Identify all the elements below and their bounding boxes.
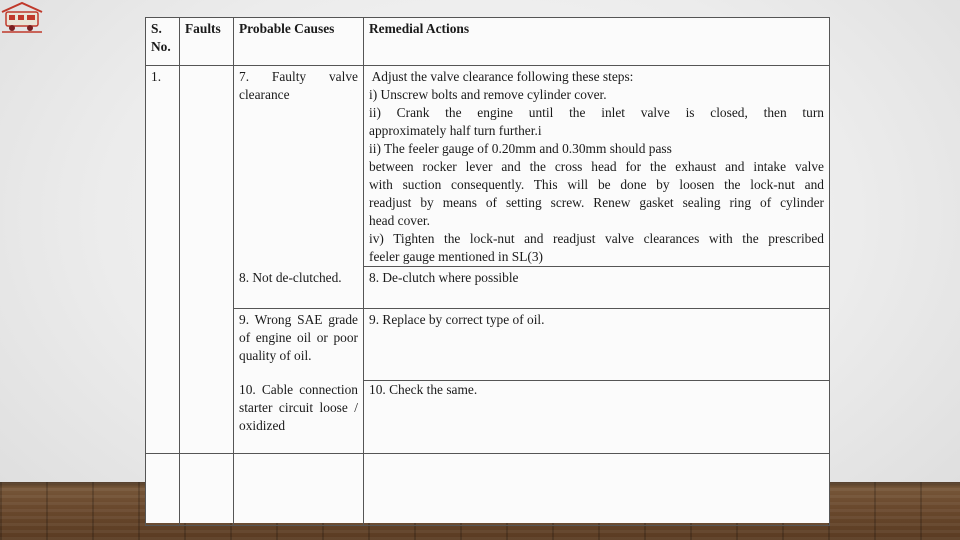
action-line: Adjust the valve clearance following these steps: (369, 69, 634, 84)
serial-number-cell: 1. (146, 66, 180, 454)
action-line: approximately half turn further.i (369, 123, 542, 138)
action-line: iv) Tighten the lock-nut and readjust valve clearances with the prescribed (369, 231, 824, 246)
action-line: ii) Crank the engine until the inlet valve is closed, then turn (369, 105, 824, 120)
cause-text: 9. Wrong SAE grade of engine oil or poor quality of oil. (239, 312, 358, 363)
action-line: readjust by means of setting screw. Renew gasket sealing ring of cylinder (369, 195, 824, 210)
cause-cell (234, 309, 364, 381)
table-header-row (146, 18, 830, 66)
header-sno: S. No. (146, 18, 180, 66)
cause-text: 7. Faulty valve clearance (239, 69, 358, 102)
action-line: head cover. (369, 213, 430, 228)
table-row-empty (146, 454, 830, 526)
table-row (146, 267, 830, 309)
action-cell: 8. De-clutch where possible (364, 267, 830, 309)
header-probable-causes: Probable Causes (234, 18, 364, 66)
header-remedial-actions: Remedial Actions (364, 18, 830, 66)
railway-logo-icon (0, 0, 44, 34)
action-cell (364, 66, 830, 267)
action-line: i) Unscrew bolts and remove cylinder cover. (369, 87, 607, 102)
action-line: between rocker lever and the cross head for the exhaust and intake valve (369, 159, 824, 174)
empty-cell (364, 454, 830, 526)
faults-cell (180, 66, 234, 454)
cause-cell (234, 381, 364, 454)
action-line: with suction consequently. This will be done by loosen the lock-nut and (369, 177, 824, 192)
cause-cell (234, 66, 364, 267)
cause-cell: 8. Not de-clutched. (234, 267, 364, 309)
empty-cell (180, 454, 234, 526)
table-row (146, 381, 830, 454)
action-cell: 9. Replace by correct type of oil. (364, 309, 830, 381)
action-line: feeler gauge mentioned in SL(3) (369, 249, 544, 264)
cause-text: 10. Cable connection starter circuit loose / oxidized (239, 381, 358, 433)
action-line: ii) The feeler gauge of 0.20mm and 0.30mm should pass (369, 141, 672, 156)
action-cell: 10. Check the same. (364, 381, 830, 454)
fault-remedy-table (145, 17, 830, 526)
table-row (146, 66, 830, 267)
empty-cell (234, 454, 364, 526)
table-row (146, 309, 830, 381)
header-faults: Faults (180, 18, 234, 66)
empty-cell (146, 454, 180, 526)
